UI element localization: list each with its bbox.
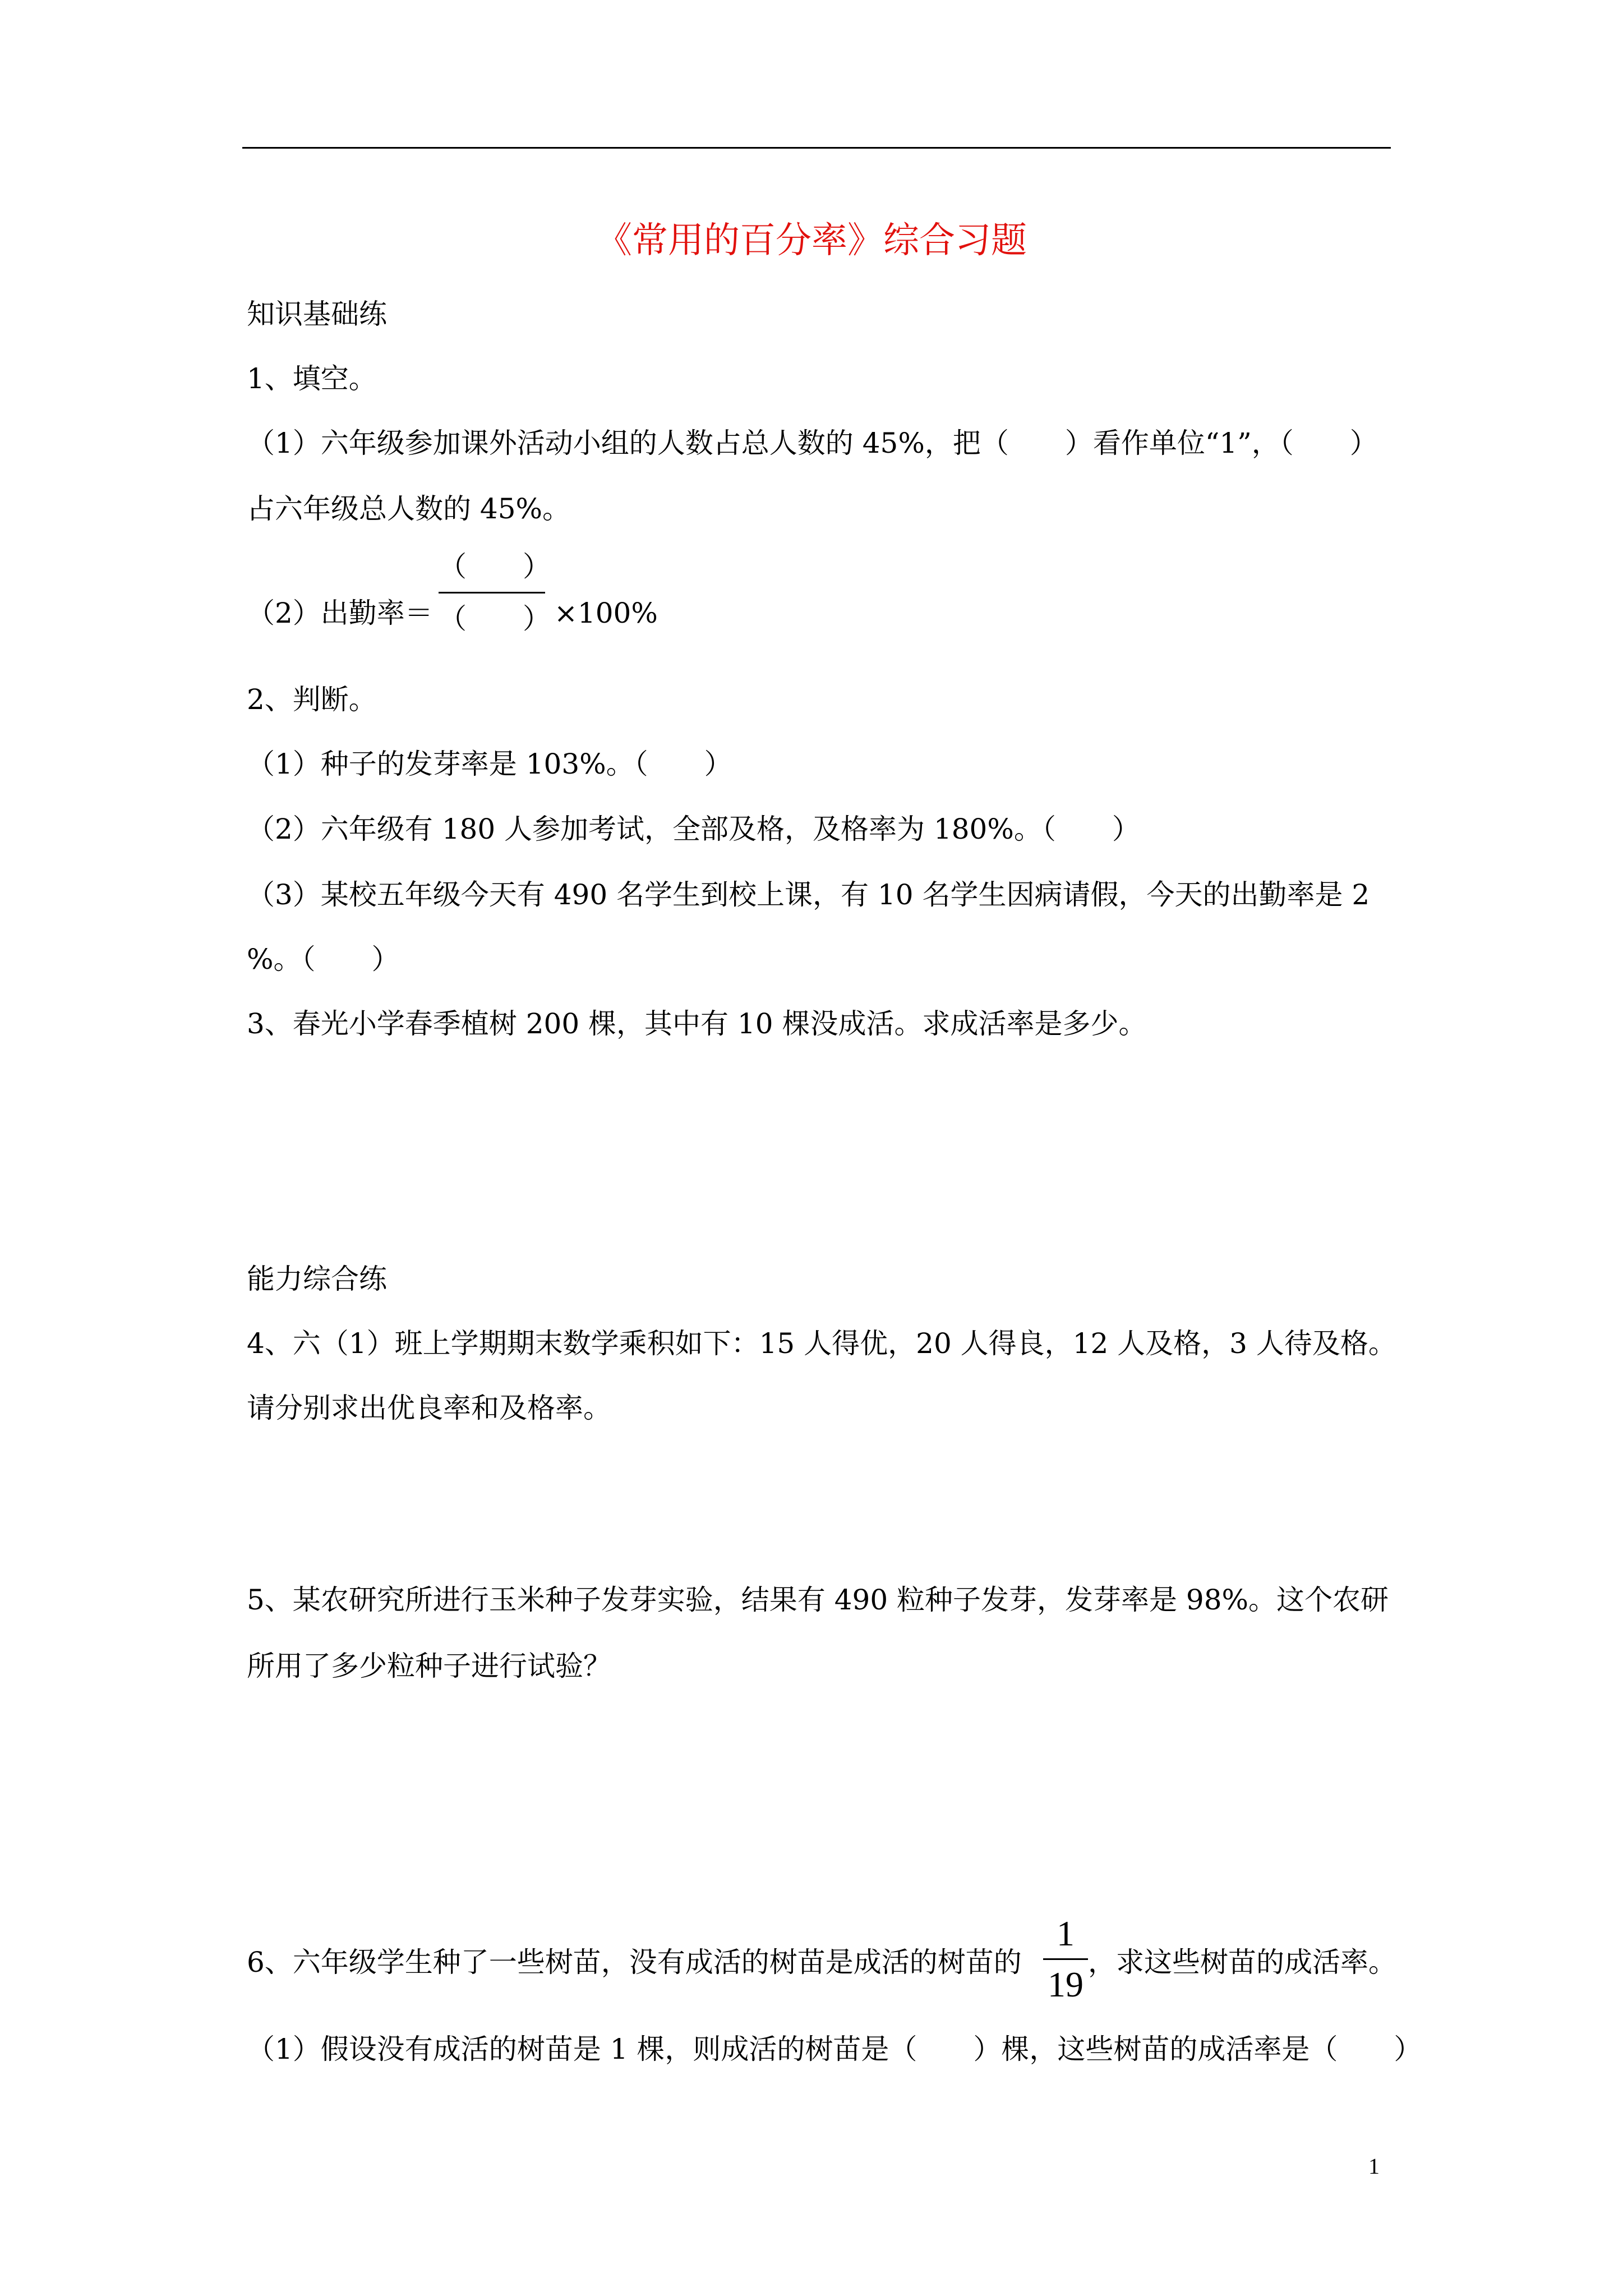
question-2-part-2: （2）六年级有 180 人参加考试，全部及格，及格率为 180%。（ ） [247, 813, 1140, 845]
question-1-label: 1、填空。 [247, 362, 377, 395]
question-6-part-1: （1）假设没有成活的树苗是 1 棵，则成活的树苗是（ ）棵，这些树苗的成活率是（ ） [247, 2033, 1422, 2065]
question-4-line-1: 4、六（1）班上学期期末数学乘积如下：15 人得优，20 人得良，12 人及格，3 人待及格。 [247, 1327, 1396, 1360]
fraction-bar [439, 592, 545, 593]
question-6-suffix: ，求这些树苗的成活率。 [1088, 1946, 1396, 1978]
fraction-numerator: 1 [1057, 1913, 1075, 1953]
section-heading-ability: 能力综合练 [247, 1263, 387, 1295]
question-2-label: 2、判断。 [247, 683, 377, 716]
question-1-part-1-line-2: 占六年级总人数的 45%。 [247, 493, 571, 525]
question-4-line-2: 请分别求出优良率和及格率。 [247, 1392, 611, 1424]
question-5-line-1: 5、某农研究所进行玉米种子发芽实验，结果有 490 粒种子发芽，发芽率是 98%。这个农研 [247, 1584, 1389, 1616]
question-5-line-2: 所用了多少粒种子进行试验？ [247, 1650, 611, 1682]
question-2-part-1: （1）种子的发芽率是 103%。（ ） [247, 748, 732, 780]
question-1-part-1-line-1: （1）六年级参加课外活动小组的人数占总人数的 45%，把（ ）看作单位“1”，（ ） [247, 427, 1378, 459]
header-rule [242, 147, 1391, 149]
section-heading-basic: 知识基础练 [247, 298, 387, 330]
question-1-part-2-suffix: ×100% [554, 597, 658, 629]
fraction-denominator-blank: （ ） [439, 602, 551, 635]
question-6-fraction [1043, 1910, 1088, 2008]
question-2-part-3-line-1: （3）某校五年级今天有 490 名学生到校上课，有 10 名学生因病请假，今天的出勤率是 2 [247, 878, 1370, 911]
page-title: 《常用的百分率》综合习题 [596, 220, 1027, 261]
page-number: 1 [1368, 2154, 1380, 2179]
question-3: 3、春光小学春季植树 200 棵，其中有 10 棵没成活。求成活率是多少。 [247, 1007, 1147, 1040]
question-6-prefix: 6、六年级学生种了一些树苗，没有成活的树苗是成活的树苗的 [247, 1946, 1022, 1978]
question-1-part-2-prefix: （2）出勤率＝ [247, 597, 433, 629]
fraction-numerator-blank: （ ） [439, 550, 551, 583]
attendance-fraction [439, 547, 551, 638]
fraction-bar [1043, 1958, 1088, 1960]
question-2-part-3-line-2: %。（ ） [247, 943, 400, 976]
fraction-denominator: 19 [1048, 1964, 1083, 2004]
